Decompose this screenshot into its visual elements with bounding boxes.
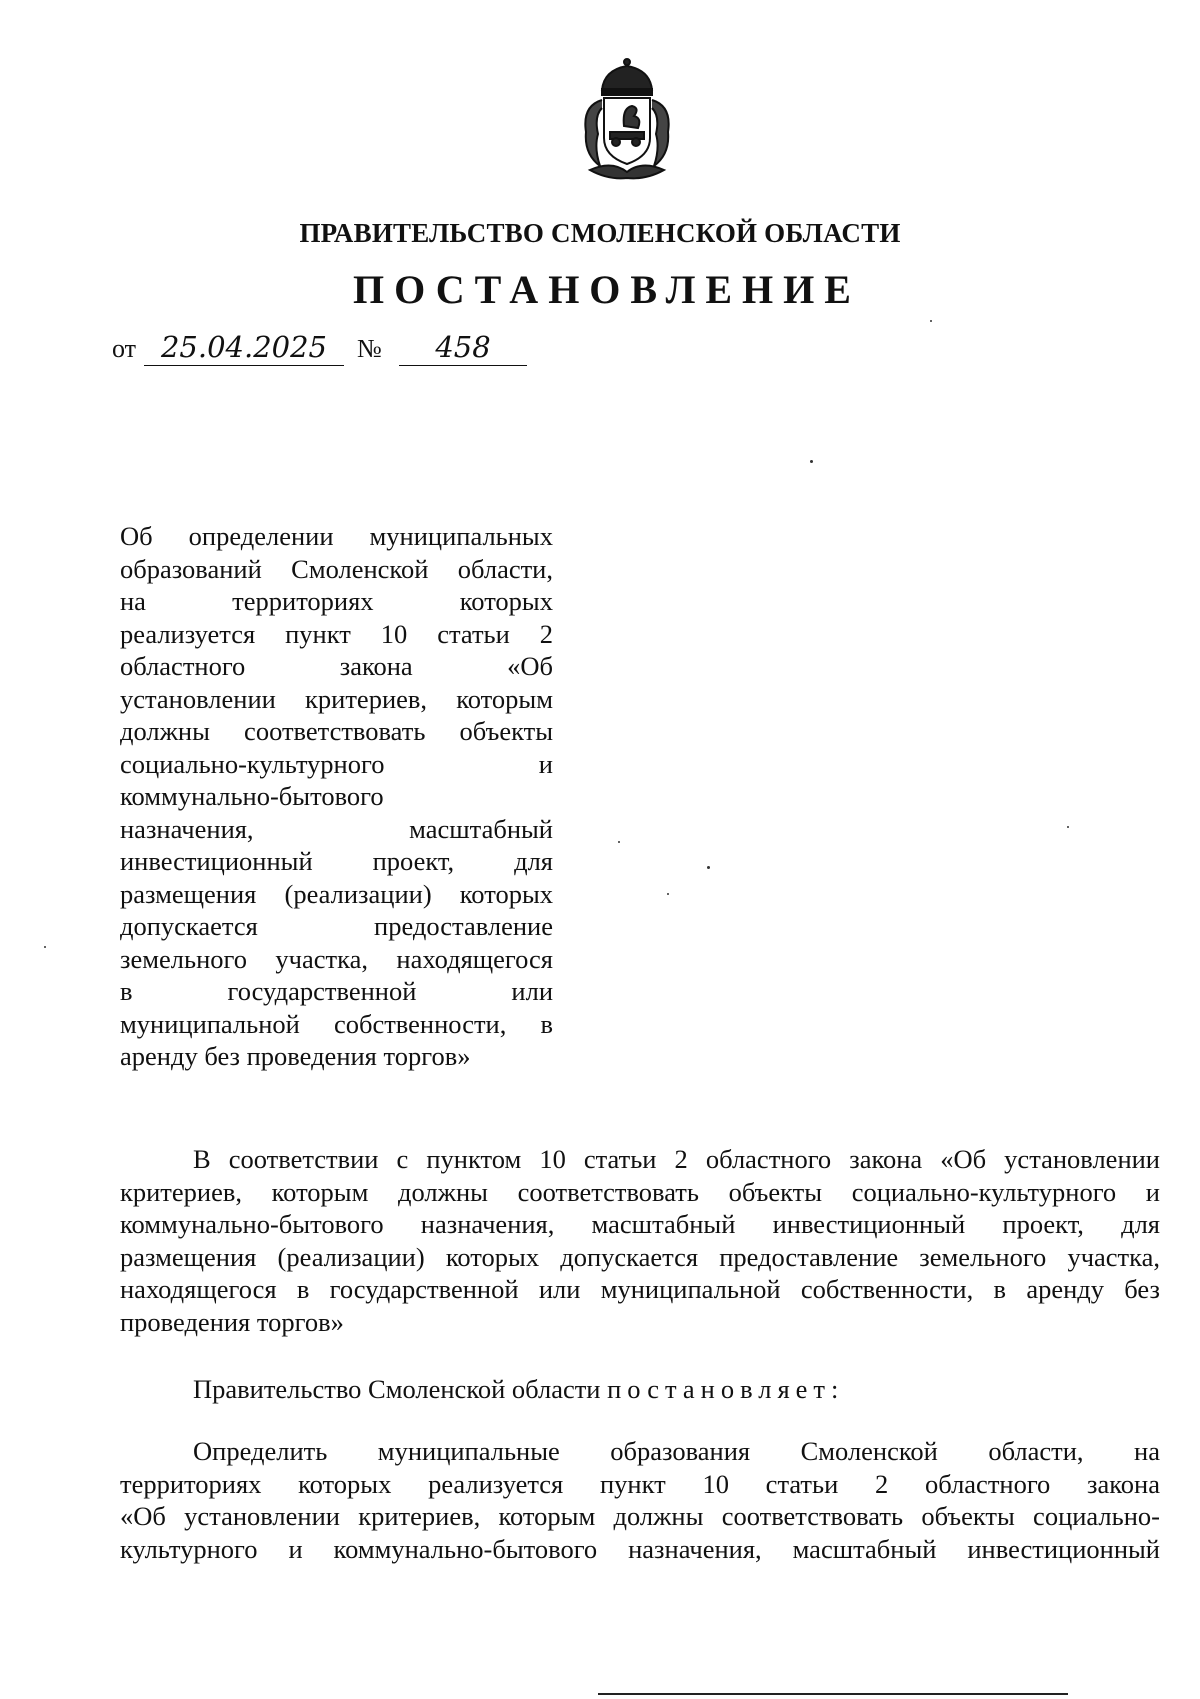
subject-line: коммунально-бытового	[120, 781, 384, 811]
paragraph-line: В соответствии с пунктом 10 статьи 2 областного закона «Об установлении	[193, 1144, 1160, 1174]
number-value: 458	[399, 329, 527, 366]
number-label: №	[357, 334, 382, 363]
scan-speck	[1067, 826, 1069, 828]
document-subject	[120, 520, 553, 1073]
paragraph-line: критериев, которым должны соответствовать объекты социально-культурного и	[120, 1176, 1160, 1207]
subject-line: аренду без проведения торгов»	[120, 1041, 471, 1071]
scan-speck	[667, 893, 669, 895]
subject-line: установлении критериев, которым	[120, 683, 553, 714]
resolution-statement	[120, 1373, 1160, 1406]
scan-speck	[618, 841, 620, 843]
organization-title: ПРАВИТЕЛЬСТВО СМОЛЕНСКОЙ ОБЛАСТИ	[299, 218, 901, 248]
paragraph-line: «Об установлении критериев, которым должны соответствовать объекты социально-	[120, 1501, 1160, 1531]
paragraph-line: проведения торгов»	[120, 1306, 344, 1337]
subject-line: областного закона «Об	[120, 651, 553, 681]
resolves-word: постановляет:	[607, 1374, 845, 1404]
subject-line: на территориях которых	[120, 586, 553, 616]
scan-speck	[44, 946, 46, 948]
paragraph-line: находящегося в государственной или муниципальной собственности, в аренду без	[120, 1274, 1160, 1304]
paragraph-line: коммунально-бытового назначения, масштабный инвестиционный проект, для	[120, 1209, 1160, 1239]
subject-line: земельного участка, находящегося	[120, 943, 553, 974]
date-label: от	[112, 334, 137, 363]
coat-of-arms-icon	[572, 56, 682, 186]
paragraph-line: территориях которых реализуется пункт 10 статьи 2 областного закона	[120, 1468, 1160, 1499]
subject-line: инвестиционный проект, для	[120, 846, 553, 876]
paragraph-line	[120, 1373, 1160, 1406]
scan-speck	[810, 460, 813, 463]
scan-speck	[930, 320, 932, 322]
paragraph-line: размещения (реализации) которых допускается предоставление земельного участка,	[120, 1241, 1160, 1272]
subject-line: муниципальной собственности, в	[120, 1008, 553, 1039]
subject-line: размещения (реализации) которых	[120, 878, 553, 909]
date-value: 25.04.2025	[144, 329, 344, 366]
preamble-paragraph	[120, 1143, 1160, 1338]
document-type-title: ПОСТАНОВЛЕНИЕ	[353, 267, 861, 312]
government-name: Правительство Смоленской области	[193, 1374, 601, 1404]
subject-line: образований Смоленской области,	[120, 553, 553, 584]
subject-line: назначения, масштабный	[120, 813, 553, 844]
date-number-line	[112, 330, 552, 370]
paragraph-line: Определить муниципальные образования Смоленской области, на	[193, 1436, 1160, 1466]
subject-line: допускается предоставление	[120, 911, 553, 941]
subject-line: реализуется пункт 10 статьи 2	[120, 618, 553, 649]
operative-paragraph	[120, 1435, 1160, 1565]
scan-speck	[707, 866, 710, 869]
subject-line: в государственной или	[120, 976, 553, 1006]
subject-line: социально-культурного и	[120, 748, 553, 779]
subject-line: Об определении муниципальных	[120, 521, 553, 551]
bottom-edge-line	[598, 1693, 1068, 1695]
subject-line: должны соответствовать объекты	[120, 716, 553, 746]
paragraph-line: культурного и коммунально-бытового назначения, масштабный инвестиционный	[120, 1533, 1160, 1564]
